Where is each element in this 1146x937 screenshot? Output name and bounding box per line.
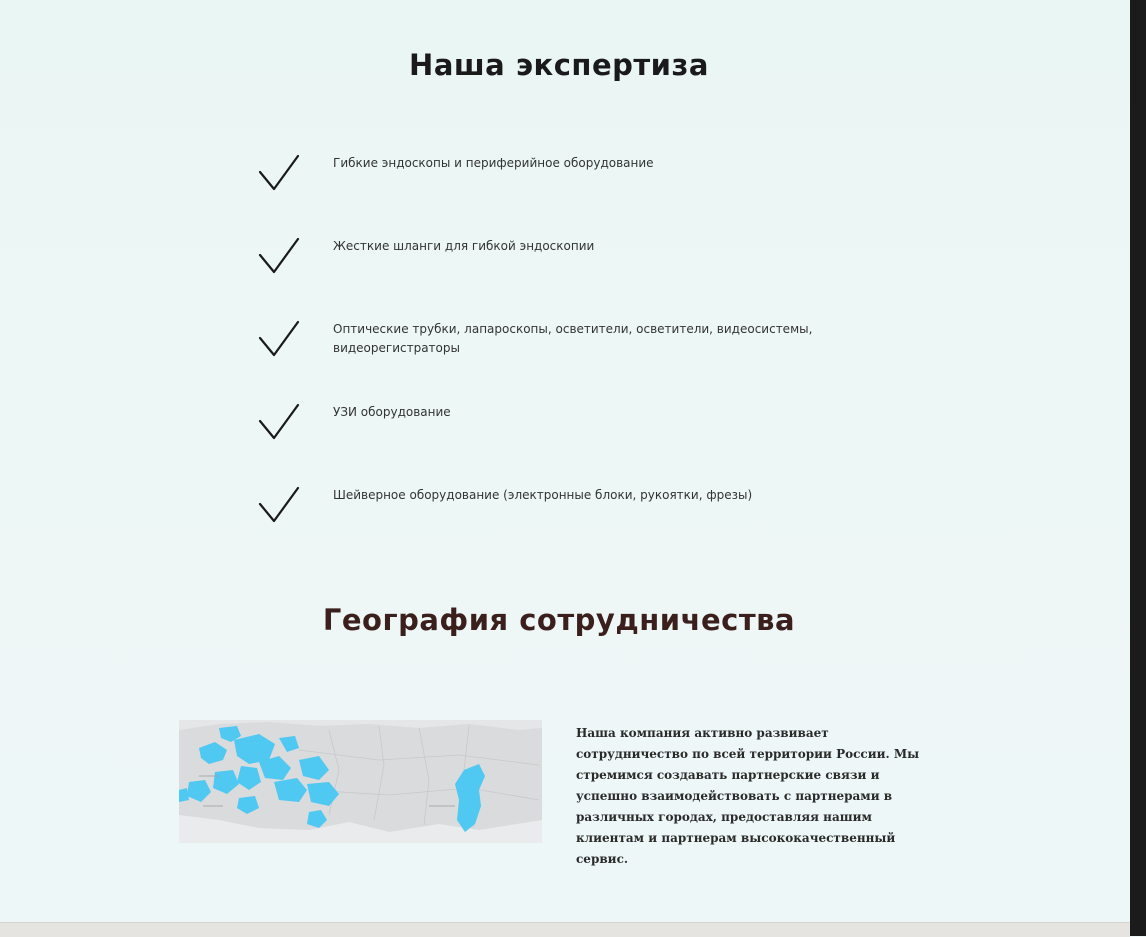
list-item bbox=[255, 231, 855, 314]
list-item bbox=[255, 148, 855, 231]
expertise-item-text: Шейверное оборудование (электронные блоки, рукоятки, фрезы) bbox=[333, 488, 753, 502]
check-icon bbox=[257, 235, 301, 275]
expertise-title: Наша экспертиза bbox=[409, 48, 709, 82]
bottom-bar bbox=[0, 922, 1130, 937]
geography-title: География сотрудничества bbox=[322, 603, 796, 637]
expertise-item-text: Жесткие шланги для гибкой эндоскопии bbox=[333, 239, 595, 253]
expertise-list bbox=[255, 148, 855, 563]
check-icon bbox=[257, 484, 301, 524]
expertise-item-text: Оптические трубки, лапароскопы, осветители, осветители, видеосистемы, видеорегистраторы bbox=[333, 322, 813, 355]
check-icon bbox=[257, 401, 301, 441]
list-item bbox=[255, 397, 855, 480]
check-icon bbox=[257, 318, 301, 358]
window-edge bbox=[1130, 0, 1146, 936]
expertise-item-text: УЗИ оборудование bbox=[333, 405, 451, 419]
check-icon bbox=[257, 152, 301, 192]
russia-map-graphic bbox=[179, 720, 542, 843]
russia-map bbox=[179, 720, 542, 843]
list-item bbox=[255, 480, 855, 563]
geography-description: Наша компания активно развивает сотрудничество по всей территории России. Мы стремимся создавать партнерские связи и успешно взаимодействовать с партнерами в различных городах, предоставляя нашим клиентам и партнерам высококачественный сервис. bbox=[576, 726, 920, 866]
list-item bbox=[255, 314, 855, 397]
expertise-item-text: Гибкие эндоскопы и периферийное оборудование bbox=[333, 156, 654, 170]
